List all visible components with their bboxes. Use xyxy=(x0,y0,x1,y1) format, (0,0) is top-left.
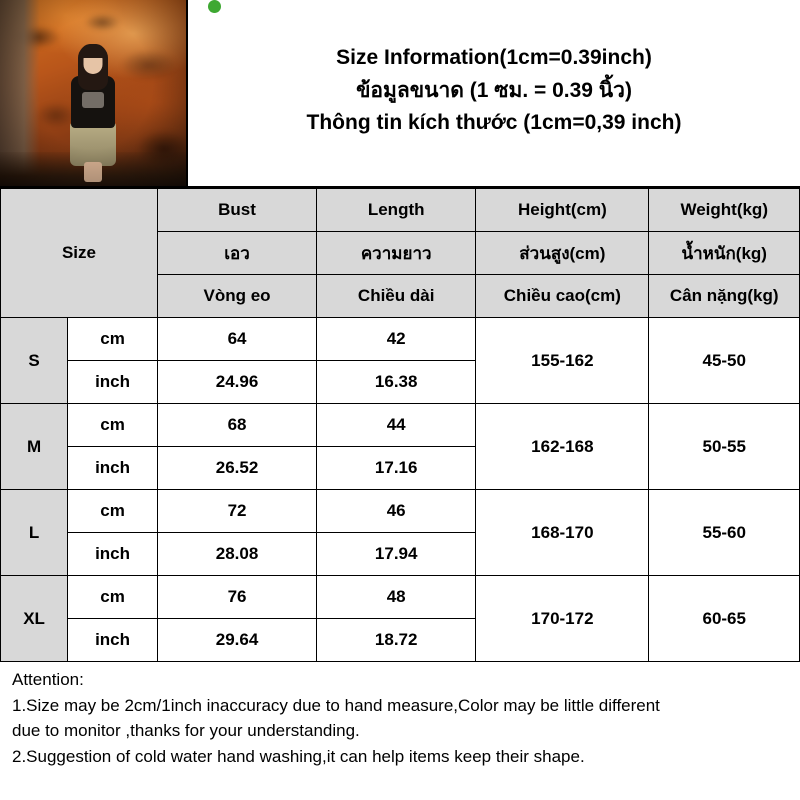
attention-title: Attention: xyxy=(12,670,84,689)
attention-line-2: due to monitor ,thanks for your understanding. xyxy=(12,721,360,741)
bust-cm-xl: 76 xyxy=(157,576,316,619)
length-inch-s: 16.38 xyxy=(317,361,476,404)
bust-cm-m: 68 xyxy=(157,404,316,447)
height-l: 168-170 xyxy=(476,490,649,576)
attention-block xyxy=(0,662,800,770)
attention-line-1: 1.Size may be 2cm/1inch inaccuracy due to hand measure,Color may be little different xyxy=(12,695,660,715)
title-block xyxy=(186,0,800,186)
col-header-bust-en: Bust xyxy=(157,189,316,232)
green-dot-icon xyxy=(208,0,221,13)
col-header-height-th: ส่วนสูง(cm) xyxy=(476,232,649,275)
title-line-en: Size Information(1cm=0.39inch) xyxy=(336,46,652,70)
table-row xyxy=(1,318,800,361)
bust-cm-l: 72 xyxy=(157,490,316,533)
weight-xl: 60-65 xyxy=(649,576,800,662)
unit-inch-xl: inch xyxy=(68,619,158,662)
weight-l: 55-60 xyxy=(649,490,800,576)
col-header-weight-en: Weight(kg) xyxy=(649,189,800,232)
photo-vignette xyxy=(0,0,186,186)
unit-cm-m: cm xyxy=(68,404,158,447)
bust-inch-xl: 29.64 xyxy=(157,619,316,662)
length-inch-m: 17.16 xyxy=(317,447,476,490)
row-size-m: M xyxy=(1,404,68,490)
title-line-vi: Thông tin kích thước (1cm=0,39 inch) xyxy=(306,111,682,135)
table-row xyxy=(1,490,800,533)
unit-cm-l: cm xyxy=(68,490,158,533)
length-cm-l: 46 xyxy=(317,490,476,533)
col-header-weight-vi: Cân nặng(kg) xyxy=(649,275,800,318)
size-table xyxy=(0,188,800,662)
height-s: 155-162 xyxy=(476,318,649,404)
unit-inch-m: inch xyxy=(68,447,158,490)
bust-inch-l: 28.08 xyxy=(157,533,316,576)
bust-cm-s: 64 xyxy=(157,318,316,361)
col-header-length-th: ความยาว xyxy=(317,232,476,275)
bust-inch-s: 24.96 xyxy=(157,361,316,404)
header xyxy=(0,0,800,188)
row-size-s: S xyxy=(1,318,68,404)
title-line-th: ข้อมูลขนาด (1 ซม. = 0.39 นิ้ว) xyxy=(356,78,632,102)
model-photo xyxy=(0,0,186,186)
row-size-l: L xyxy=(1,490,68,576)
row-size-xl: XL xyxy=(1,576,68,662)
col-header-weight-th: น้ำหนัก(kg) xyxy=(649,232,800,275)
attention-line-3: 2.Suggestion of cold water hand washing,it can help items keep their shape. xyxy=(12,746,585,766)
weight-m: 50-55 xyxy=(649,404,800,490)
size-header-cell: Size xyxy=(1,189,158,318)
col-header-height-en: Height(cm) xyxy=(476,189,649,232)
height-m: 162-168 xyxy=(476,404,649,490)
col-header-length-vi: Chiều dài xyxy=(317,275,476,318)
col-header-height-vi: Chiều cao(cm) xyxy=(476,275,649,318)
table-row xyxy=(1,404,800,447)
length-cm-s: 42 xyxy=(317,318,476,361)
col-header-bust-vi: Vòng eo xyxy=(157,275,316,318)
length-inch-xl: 18.72 xyxy=(317,619,476,662)
unit-cm-s: cm xyxy=(68,318,158,361)
length-cm-xl: 48 xyxy=(317,576,476,619)
table-row xyxy=(1,576,800,619)
length-cm-m: 44 xyxy=(317,404,476,447)
col-header-bust-th: เอว xyxy=(157,232,316,275)
unit-inch-l: inch xyxy=(68,533,158,576)
unit-cm-xl: cm xyxy=(68,576,158,619)
bust-inch-m: 26.52 xyxy=(157,447,316,490)
height-xl: 170-172 xyxy=(476,576,649,662)
weight-s: 45-50 xyxy=(649,318,800,404)
unit-inch-s: inch xyxy=(68,361,158,404)
table-header-row-en xyxy=(1,189,800,232)
col-header-length-en: Length xyxy=(317,189,476,232)
length-inch-l: 17.94 xyxy=(317,533,476,576)
